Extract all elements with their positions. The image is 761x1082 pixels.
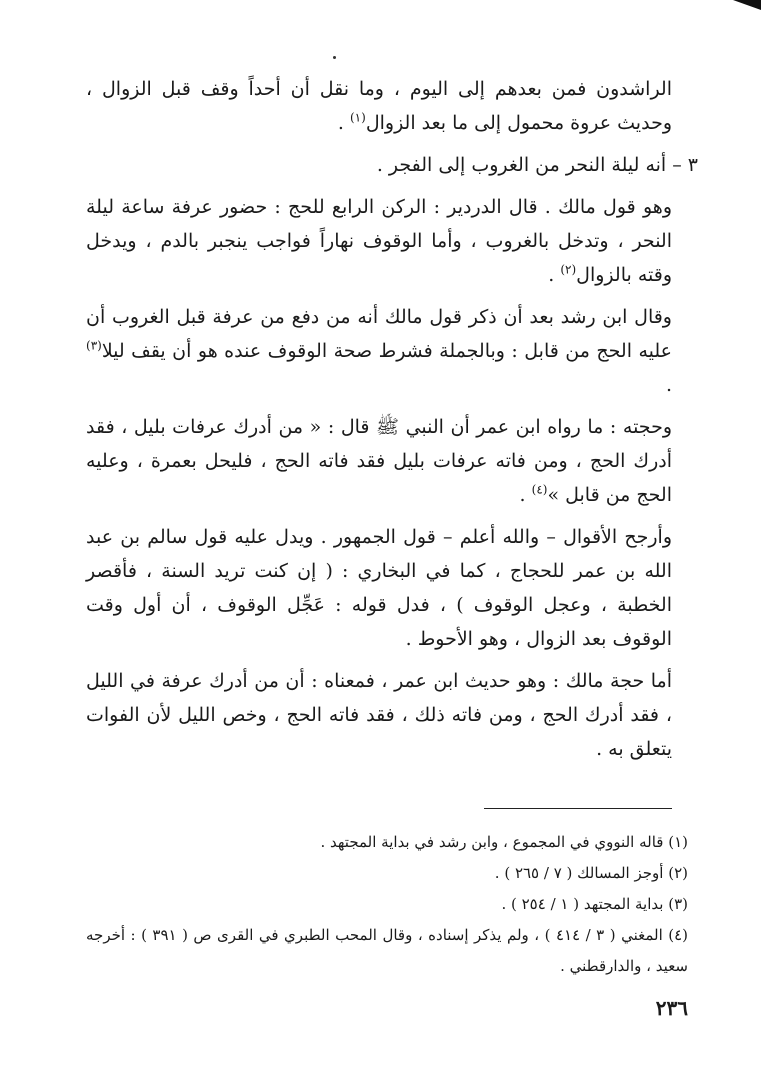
footnote-3: (٣) بداية المجتهد ( ١ / ٢٥٤ ) . xyxy=(501,895,688,913)
footnote-2: (٢) أوجز المسالك ( ٧ / ٢٦٥ ) . xyxy=(494,864,688,882)
paragraph-text: الراشدون فمن بعدهم إلى اليوم ، وما نقل أن أحداً وقف قبل الزوال ، وحديث عروة محمول إلى ما بعد الزوال xyxy=(86,78,672,134)
footnote-ref[interactable]: (٢) xyxy=(560,262,577,277)
body-paragraph-1 xyxy=(86,72,672,140)
paragraph-tail: . xyxy=(548,264,561,286)
section-spacer xyxy=(86,774,672,808)
paragraph-tail: . xyxy=(337,112,350,134)
footnote-4: (٤) المغني ( ٣ / ٤١٤ ) ، ولم يذكر إسناده ، وقال المحب الطبري في القرى ص ( ٣٩١ ) : أخرجه سعيد ، والدارقطني . xyxy=(86,926,689,975)
paragraph-tail: . xyxy=(665,374,672,396)
page-content xyxy=(86,72,698,1020)
body-paragraph-4 xyxy=(86,300,672,402)
paragraph-tail: . xyxy=(519,484,532,506)
paragraph-text: ٣ – أنه ليلة النحر من الغروب إلى الفجر . xyxy=(376,154,698,176)
paragraph-text: وقال ابن رشد بعد أن ذكر قول مالك أنه من دفع من عرفة قبل الغروب أن عليه الحج من قابل : وبالجملة فشرط صحة الوقوف عنده هو أن يقف ليلا xyxy=(86,306,672,362)
footnotes xyxy=(86,827,688,982)
paragraph-text: وهو قول مالك . قال الدردير : الركن الرابع للحج : حضور عرفة ساعة ليلة النحر ، وتدخل بالغروب ، وأما الوقوف نهاراً فواجب ينجبر بالدم ، ويدخل وقته بالزوال xyxy=(86,196,672,286)
body-paragraph-2-numbered xyxy=(86,148,698,182)
footnote-ref[interactable]: (١) xyxy=(349,110,366,125)
page-corner-mark xyxy=(733,0,761,10)
body-paragraph-5 xyxy=(86,410,672,512)
page-dot-mark xyxy=(333,56,336,59)
body-paragraph-7 xyxy=(86,664,672,766)
footnote-divider xyxy=(484,808,672,809)
paragraph-text: وحجته : ما رواه ابن عمر أن النبي ﷺ قال : « من أدرك عرفات بليل ، فقد أدرك الحج ، ومن فاته عرفات بليل فقد فاته الحج ، فليحل بعمرة ، وعليه الحج من قابل » xyxy=(86,416,672,506)
footnote-ref[interactable]: (٣) xyxy=(86,338,102,353)
footnote-1: (١) قاله النووي في المجموع ، وابن رشد في بداية المجتهد . xyxy=(320,833,688,851)
body-paragraph-6 xyxy=(86,520,672,656)
paragraph-text: وأرجح الأقوال – والله أعلم – قول الجمهور . ويدل عليه قول سالم بن عبد الله بن عمر للحجاج ، كما في البخاري : ( إن كنت تريد السنة ، فأقصر الخطبة ، وعجل الوقوف ) ، فدل قوله : عَجِّل الوقوف ، أن أول وقت الوقوف بعد الزوال ، وهو الأحوط . xyxy=(86,526,672,650)
body-paragraph-3 xyxy=(86,190,672,292)
footnote-ref[interactable]: (٤) xyxy=(531,482,548,497)
paragraph-text: أما حجة مالك : وهو حديث ابن عمر ، فمعناه : أن من أدرك عرفة في الليل ، فقد أدرك الحج ، ومن فاته ذلك ، فقد فاته الحج ، وخص الليل لأن الفوات يتعلق به . xyxy=(86,670,672,760)
page-number: ٢٣٦ xyxy=(655,996,688,1020)
